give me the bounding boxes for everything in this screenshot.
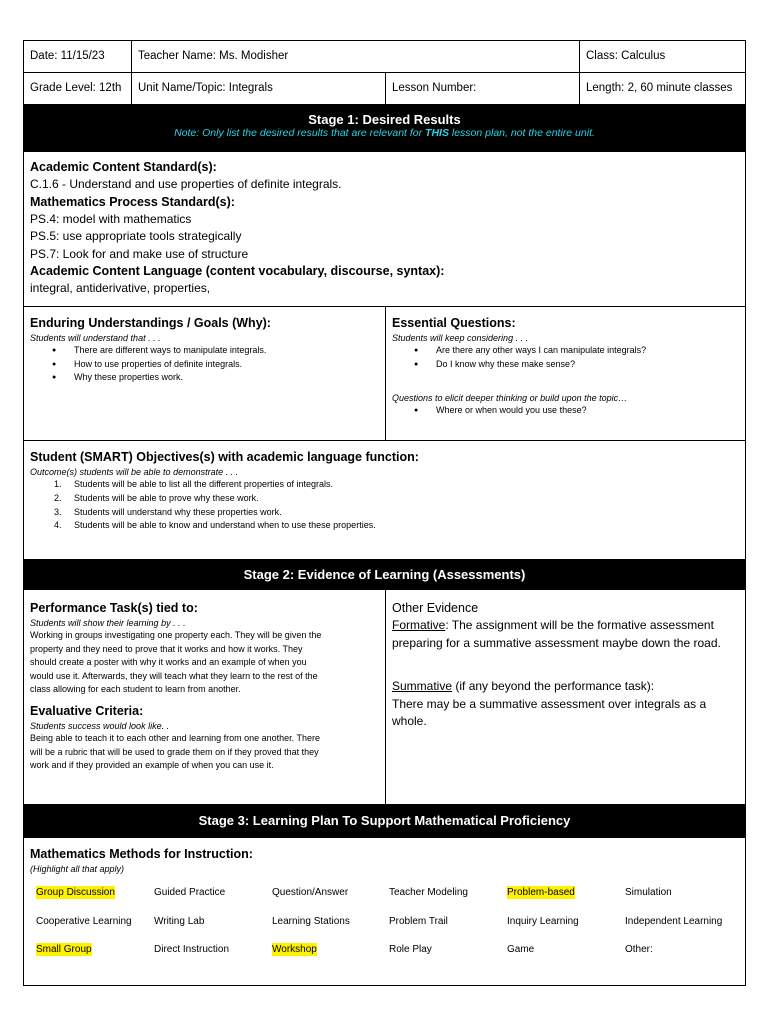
- method-option[interactable]: Question/Answer: [272, 887, 349, 898]
- performance-line: would use it. Afterwards, they will teach what they learn to the rest of the: [30, 670, 318, 681]
- lesson-number-cell: Lesson Number:: [385, 73, 579, 104]
- methods-heading: Mathematics Methods for Instruction:: [30, 847, 253, 861]
- performance-intro: Students will show their learning by . . .: [30, 618, 186, 628]
- criteria-intro: Students success would look like. .: [30, 720, 170, 731]
- grade-cell: Grade Level: 12th: [30, 82, 122, 94]
- method-option[interactable]: Cooperative Learning: [36, 915, 132, 927]
- performance-line: class allowing for each student to learn from another.: [30, 684, 241, 695]
- method-option[interactable]: Direct Instruction: [154, 944, 230, 955]
- enduring-item: ● Why these properties work.: [74, 371, 379, 385]
- criteria-line: work and if they provided an example of when you can use it.: [30, 760, 274, 771]
- method-option[interactable]: Workshop: [272, 944, 317, 955]
- other-evidence-section: [385, 590, 745, 804]
- stage3-title: Stage 3: Learning Plan To Support Mathematical Proficiency: [198, 813, 571, 828]
- formative-label: Formative: [392, 618, 446, 632]
- process-standard-heading: Mathematics Process Standard(s):: [30, 194, 235, 209]
- methods-row: [36, 915, 736, 944]
- content-standard-text: C.1.6 - Understand and use properties of definite integrals.: [30, 177, 342, 191]
- performance-line: Working in groups investigating one property each. They will be given the: [30, 630, 322, 640]
- formative-line: Formative: The assignment will be the formative assessment: [392, 618, 714, 632]
- class-cell: Class: Calculus: [579, 41, 745, 72]
- enduring-item: ● There are different ways to manipulate integrals.: [74, 344, 379, 358]
- process-standard-item: PS.4: model with mathematics: [30, 211, 192, 226]
- deeper-questions-intro: Questions to elicit deeper thinking or build upon the topic…: [392, 393, 628, 403]
- process-standard-item: PS.7: Look for and make use of structure: [30, 246, 249, 261]
- enduring-item: ● How to use properties of definite integrals.: [74, 358, 379, 372]
- standards-section: [24, 152, 745, 307]
- method-option[interactable]: Independent Learning: [625, 915, 723, 927]
- method-option[interactable]: Role Play: [389, 944, 432, 955]
- essential-intro: Students will keep considering . . .: [392, 333, 529, 343]
- date-cell: Date: 11/15/23: [30, 50, 105, 62]
- summative-line: whole.: [392, 714, 427, 728]
- performance-section: [24, 590, 385, 804]
- essential-item: ● Do I know why these make sense?: [436, 358, 739, 372]
- method-option[interactable]: Problem Trail: [389, 915, 448, 927]
- method-option[interactable]: Group Discussion: [36, 887, 115, 898]
- essential-heading: Essential Questions:: [392, 316, 516, 330]
- essential-item: ● Are there any other ways I can manipulate integrals?: [436, 344, 739, 358]
- criteria-heading: Evaluative Criteria:: [30, 703, 144, 718]
- methods-section: [24, 838, 745, 985]
- objective-item: 4. Students will be able to know and understand when to use these properties.: [54, 520, 376, 531]
- process-standard-item: PS.5: use appropriate tools strategically: [30, 229, 242, 243]
- assessments-row: [24, 590, 745, 804]
- criteria-line: will be a rubric that will be used to grade them on if they proved that they: [30, 746, 319, 757]
- content-language-text: integral, antiderivative, properties,: [30, 281, 211, 295]
- understandings-row: [24, 307, 745, 441]
- objective-item: 1. Students will be able to list all the different properties of integrals.: [54, 479, 333, 489]
- method-option[interactable]: Simulation: [625, 887, 672, 898]
- methods-row: [36, 943, 736, 972]
- stage2-title: Stage 2: Evidence of Learning (Assessments): [243, 567, 526, 582]
- header-row-2: [24, 73, 745, 104]
- formative-line: preparing for a summative assessment maybe down the road.: [392, 635, 721, 650]
- unit-cell: Unit Name/Topic: Integrals: [131, 73, 385, 104]
- methods-grid: [36, 886, 736, 972]
- performance-line: property and they need to prove that it works and how it works. They: [30, 643, 303, 654]
- method-option[interactable]: Problem-based: [507, 887, 575, 898]
- teacher-cell: Teacher Name: Ms. Modisher: [131, 41, 579, 72]
- stage2-bar: [24, 559, 745, 590]
- deeper-question-item: ● Where or when would you use these?: [436, 404, 739, 418]
- method-option[interactable]: Learning Stations: [272, 915, 350, 927]
- methods-note: (Highlight all that apply): [30, 864, 125, 874]
- method-option[interactable]: Small Group: [36, 944, 92, 955]
- criteria-line: Being able to teach it to each other and learning from one another. There: [30, 732, 321, 743]
- enduring-intro: Students will understand that . . .: [30, 333, 161, 343]
- objective-item: 3. Students will understand why these properties work.: [54, 506, 282, 517]
- method-option[interactable]: Guided Practice: [154, 887, 226, 898]
- methods-row: [36, 886, 736, 915]
- header-row-1: [24, 41, 745, 73]
- objective-item: 2. Students will be able to prove why these work.: [54, 492, 259, 503]
- essential-section: [385, 307, 745, 440]
- content-language-heading: Academic Content Language (content vocabulary, discourse, syntax):: [30, 264, 445, 278]
- summative-label: Summative: [392, 679, 453, 693]
- method-option[interactable]: Inquiry Learning: [507, 915, 579, 927]
- performance-heading: Performance Task(s) tied to:: [30, 601, 198, 615]
- enduring-section: [24, 307, 385, 440]
- objectives-heading: Student (SMART) Objectives(s) with academic language function:: [30, 450, 419, 464]
- enduring-heading: Enduring Understandings / Goals (Why):: [30, 316, 271, 330]
- summative-line: Summative (if any beyond the performance task):: [392, 679, 655, 693]
- length-cell: Length: 2, 60 minute classes: [579, 73, 745, 104]
- method-option[interactable]: Other:: [625, 944, 653, 955]
- objectives-section: [24, 441, 745, 559]
- content-standard-heading: Academic Content Standard(s):: [30, 160, 217, 174]
- stage3-bar: [24, 804, 745, 838]
- method-option[interactable]: Writing Lab: [154, 915, 205, 927]
- method-option[interactable]: Game: [507, 944, 535, 955]
- stage1-title: Stage 1: Desired Results: [308, 112, 461, 127]
- performance-line: should create a poster with why it works and an example of when you: [30, 657, 307, 668]
- summative-line: There may be a summative assessment over integrals as a: [392, 696, 707, 711]
- other-evidence-heading: Other Evidence: [392, 601, 479, 615]
- objectives-intro: Outcome(s) students will be able to demonstrate . . .: [30, 467, 239, 477]
- lesson-plan-page: [23, 40, 746, 986]
- stage1-note: Note: Only list the desired results that are relevant for THIS lesson plan, not the entire unit.: [174, 127, 595, 139]
- method-option[interactable]: Teacher Modeling: [389, 887, 468, 898]
- stage1-bar: [24, 104, 745, 152]
